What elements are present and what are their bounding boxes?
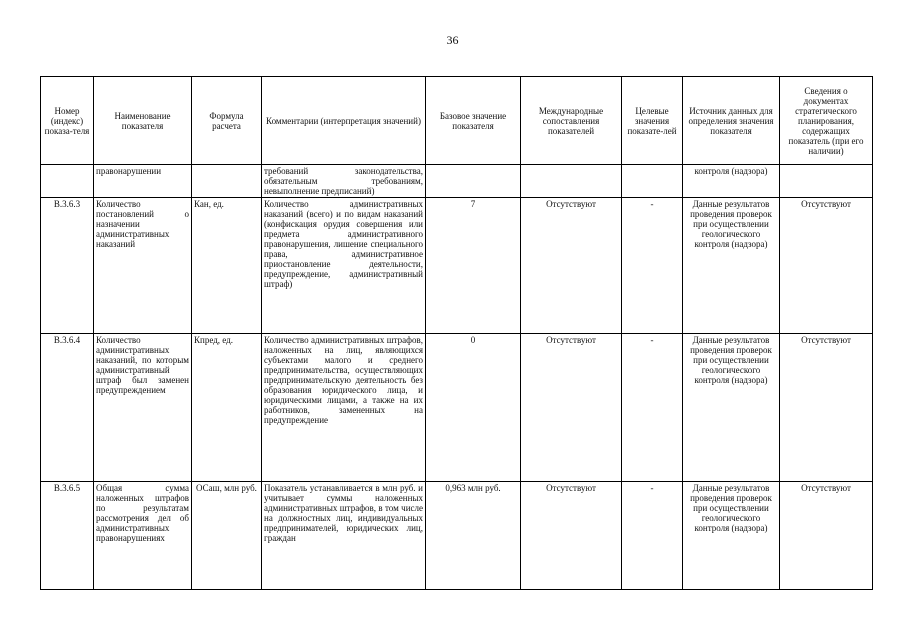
header-source: Источник данных для определения значения показателя [683,77,780,165]
cell-source: Данные результатов проведения проверок при осуществлении геологического контроля (надзора) [683,482,780,590]
cell-name: правонарушении [94,165,192,198]
header-target: Целевые значения показате-лей [622,77,683,165]
cell-comment: требований законодательства, обязательным требованиям, невыполнение предписаний) [262,165,426,198]
cell-name: Количество административных наказаний, по которым административный штраф был заменен предупреждением [94,334,192,482]
cell-formula: Кан, ед. [192,198,262,334]
header-name: Наименование показателя [94,77,192,165]
cell-source: Данные результатов проведения проверок при осуществлении геологического контроля (надзора) [683,198,780,334]
header-comment: Комментарии (интерпретация значений) [262,77,426,165]
cell-formula [192,165,262,198]
table-header-row [41,77,873,165]
cell-documents: Отсутствуют [780,198,873,334]
cell-documents [780,165,873,198]
cell-formula: ОСаш, млн руб. [192,482,262,590]
cell-international [521,165,622,198]
cell-base-value: 0 [426,334,521,482]
table-row [41,198,873,334]
indicators-table [40,76,873,590]
header-international: Международные сопоставления показателей [521,77,622,165]
cell-target: - [622,334,683,482]
cell-name: Количество постановлений о назначении административных наказаний [94,198,192,334]
header-base-value: Базовое значение показателя [426,77,521,165]
cell-international: Отсутствуют [521,334,622,482]
cell-base-value: 0,963 млн руб. [426,482,521,590]
cell-index: В.3.6.3 [41,198,94,334]
cell-comment: Количество административных штрафов, наложенных на лиц, являющихся субъектами малого и среднего предпринимательства, осуществляющих предпринимательскую деятельность без образования юридического лица, и юридическими лицами, а также на их работников, замененных на предупреждение [262,334,426,482]
cell-comment: Показатель устанавливается в млн руб. и учитывает суммы наложенных административных штрафов, в том числе на должностных лиц, индивидуальных предпринимателей, юридических лиц, граждан [262,482,426,590]
header-documents: Сведения о документах стратегического планирования, содержащих показатель (при его наличии) [780,77,873,165]
cell-target: - [622,198,683,334]
cell-international: Отсутствуют [521,482,622,590]
cell-base-value [426,165,521,198]
cell-documents: Отсутствуют [780,334,873,482]
cell-index: В.3.6.4 [41,334,94,482]
table-row [41,165,873,198]
cell-formula: Кпред, ед. [192,334,262,482]
cell-name: Общая сумма наложенных штрафов по результатам рассмотрения дел об административных правонарушениях [94,482,192,590]
cell-target [622,165,683,198]
cell-documents: Отсутствуют [780,482,873,590]
header-index: Номер (индекс) показа-теля [41,77,94,165]
cell-index [41,165,94,198]
cell-comment: Количество административных наказаний (всего) и по видам наказаний (конфискация орудия совершения или предмета административного правонарушения, лишение специального права, административное приостановление деятельности, предупреждение, административный штраф) [262,198,426,334]
table-row [41,334,873,482]
cell-index: В.3.6.5 [41,482,94,590]
cell-target: - [622,482,683,590]
cell-base-value: 7 [426,198,521,334]
header-formula: Формула расчета [192,77,262,165]
table-row [41,482,873,590]
page-number: 36 [446,33,459,47]
cell-source: контроля (надзора) [683,165,780,198]
cell-source: Данные результатов проведения проверок при осуществлении геологического контроля (надзора) [683,334,780,482]
cell-international: Отсутствуют [521,198,622,334]
